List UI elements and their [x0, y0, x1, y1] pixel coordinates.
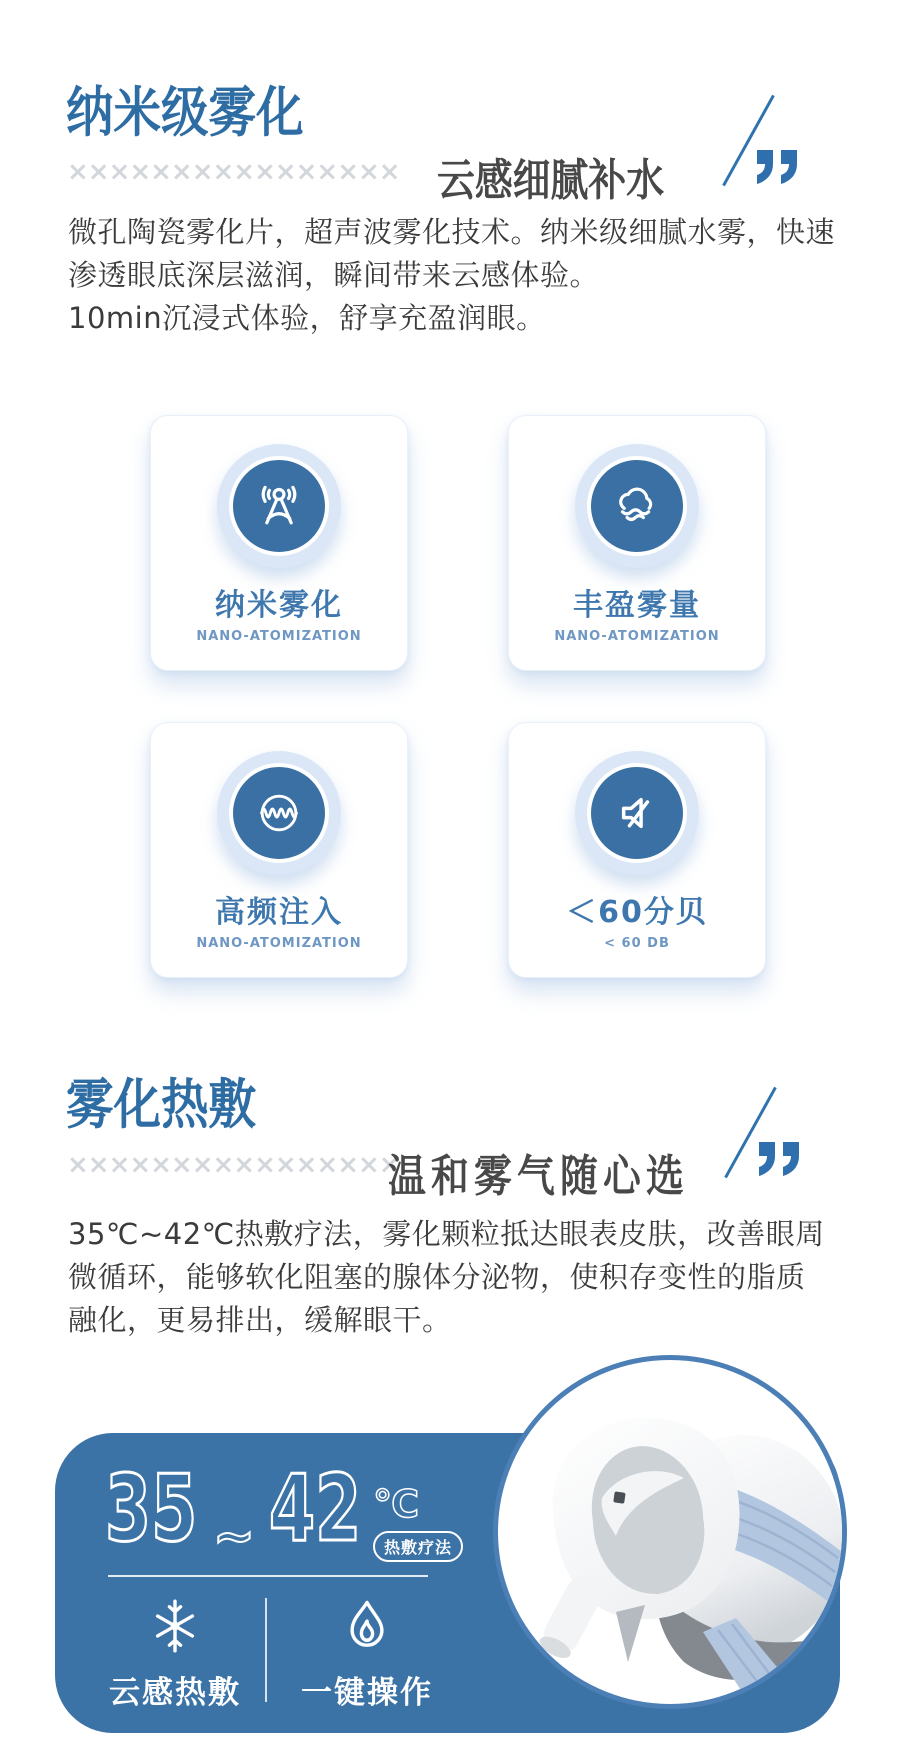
- eye-massager-photo: [493, 1355, 847, 1709]
- x-pattern-decor: ××××××××××××××××: [67, 157, 400, 187]
- icon-halo: [575, 751, 699, 875]
- temperature-range: [105, 1455, 463, 1565]
- card-sublabel: NANO-ATOMIZATION: [196, 629, 362, 644]
- feature-one-key: [267, 1589, 467, 1712]
- x-pattern-decor: ××××××××××××××××: [67, 1150, 400, 1180]
- card-label: 高频注入: [215, 895, 343, 930]
- section-atomization-title: 纳米级雾化: [66, 81, 304, 144]
- double-quote-icon: [759, 1142, 801, 1176]
- body-line: 微孔陶瓷雾化片，超声波雾化技术。纳米级细腻水雾，快速: [68, 215, 836, 249]
- body-line: 融化，更易排出，缓解眼干。: [68, 1303, 452, 1337]
- temp-range-separator: ~: [213, 1507, 255, 1565]
- temp-low-value: 35: [105, 1455, 198, 1562]
- card-label: 纳米雾化: [215, 588, 343, 623]
- card-sublabel: NANO-ATOMIZATION: [554, 629, 720, 644]
- icon-circle: [587, 763, 687, 863]
- eye-massager-illustration: [498, 1360, 842, 1704]
- body-line: 微循环，能够软化阻塞的腺体分泌物，使积存变性的脂质: [68, 1260, 806, 1294]
- icon-halo: [217, 751, 341, 875]
- feature-card-nano-atomization: [150, 415, 408, 671]
- temp-unit-group: [372, 1482, 463, 1562]
- broadcast-antenna-icon: [250, 477, 308, 535]
- card-sublabel: < 60 DB: [604, 936, 670, 951]
- panel-divider: [108, 1575, 428, 1577]
- temp-high-value: 42: [268, 1455, 362, 1562]
- feature-cloud-compress: [85, 1589, 265, 1712]
- section-atomization-body: [68, 211, 835, 340]
- icon-halo: [217, 444, 341, 568]
- body-line: 35℃~42℃热敷疗法，雾化颗粒抵达眼表皮肤，改善眼周: [68, 1217, 825, 1251]
- feature-card-low-noise: [508, 722, 766, 978]
- section-atomization-subtitle: 云感细腻补水: [437, 155, 665, 206]
- section-compress-title: 雾化热敷: [66, 1073, 257, 1136]
- snowflake-icon: [144, 1595, 206, 1657]
- card-sublabel: NANO-ATOMIZATION: [196, 936, 362, 951]
- card-label: ＜60分贝: [566, 895, 708, 930]
- card-label: 丰盈雾量: [573, 588, 701, 623]
- frequency-wave-icon: [250, 784, 308, 842]
- feature-card-mist-volume: [508, 415, 766, 671]
- section-compress-subtitle: 温和雾气随心选: [388, 1151, 689, 1202]
- icon-circle: [587, 456, 687, 556]
- double-quote-icon: [757, 150, 799, 184]
- feature-label: 云感热敷: [109, 1675, 241, 1711]
- body-line: 10min沉浸式体验，舒享充盈润眼。: [68, 301, 546, 335]
- icon-halo: [575, 444, 699, 568]
- icon-circle: [229, 456, 329, 556]
- section-compress-body: [68, 1213, 825, 1342]
- flame-icon: [336, 1595, 398, 1657]
- panel-features: [85, 1589, 467, 1712]
- therapy-badge: 热敷疗法: [373, 1531, 463, 1562]
- mute-speaker-icon: [608, 784, 666, 842]
- body-line: 渗透眼底深层滋润，瞬间带来云感体验。: [68, 258, 600, 292]
- feature-card-high-frequency: [150, 722, 408, 978]
- icon-circle: [229, 763, 329, 863]
- celsius-unit: ℃: [372, 1482, 419, 1526]
- feature-label: 一键操作: [301, 1675, 433, 1711]
- cloud-mist-icon: [608, 477, 666, 535]
